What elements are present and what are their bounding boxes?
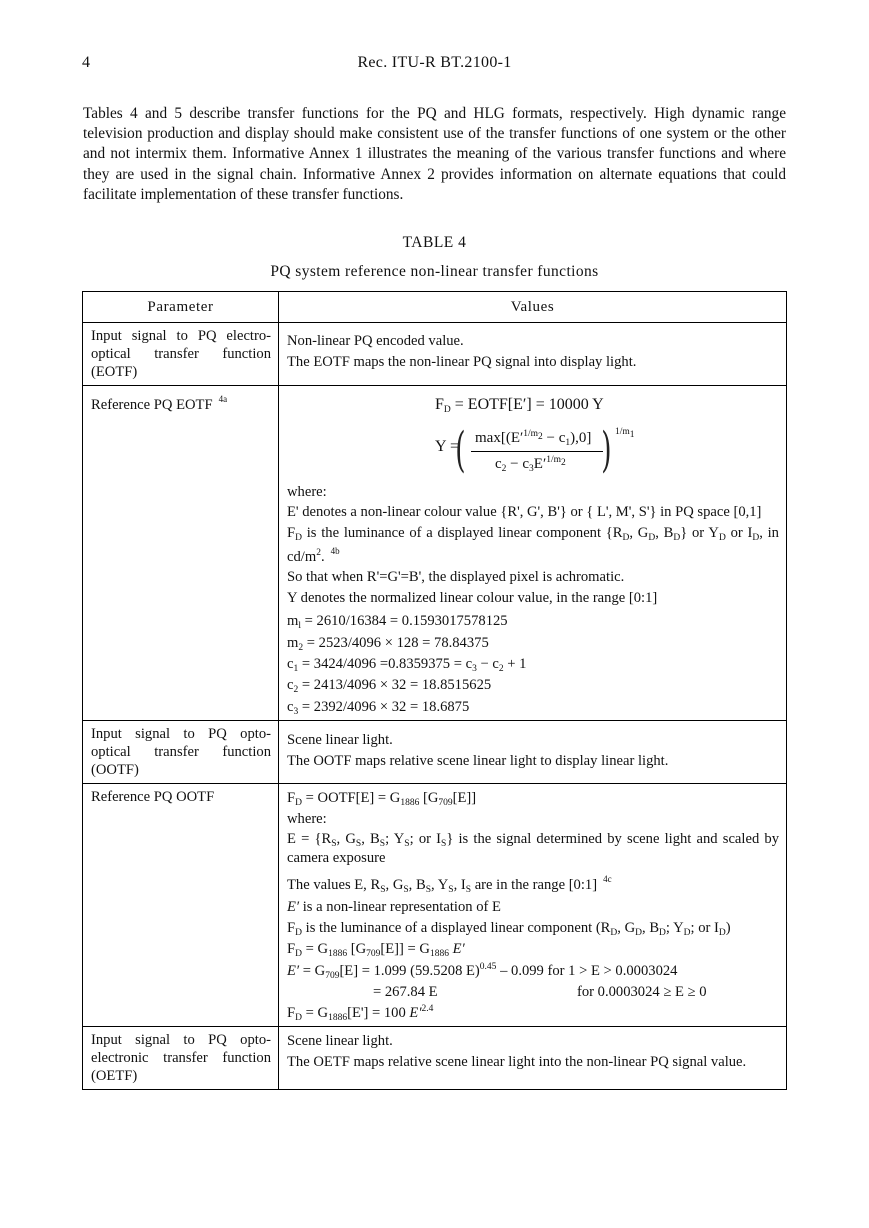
intro-paragraph: Tables 4 and 5 describe transfer functions for the PQ and HLG formats, respectively. High dynamic range television production and display should make consistent use of the transfer functions of one system or the other and not intermix them. Informative Annex 1 illustrates the meaning of the various transfer functions and where they are used in the signal chain. Informative Annex 2 provides information on alternate equations that could facilitate implementation of these transfer functions.: [83, 105, 786, 203]
page-number: 4: [82, 54, 90, 71]
footnote-ref: 4a: [218, 394, 228, 404]
column-header-values: Values: [279, 292, 787, 323]
value-line: The values E, $R_S$, $G_S$, $B_S$, $Y_S$, $I_S$ are in the range [0:1] $^{4c}$: [287, 874, 612, 896]
equation-denominator: $c_2 - c_3E'^{1/m_2}$: [495, 455, 566, 474]
constant-c2: $c_2 = 2413/4096 \times 32 = 18.8515625$: [287, 677, 492, 696]
value-line: $E' = G_{709}[E] = 1.099$ (59.5208 E)$^{0.45}$ – 0.099 for 1 > E > 0.0003024: [287, 961, 678, 981]
param-eotf-input: Input signal to PQ electro-optical transfer function (EOTF): [83, 323, 279, 386]
value-line: $F_D = G_{1886}[E'] = 100$ $E'^{2.4}$: [287, 1003, 434, 1023]
value-line: $F_D$ is the luminance of a displayed linear component ($R_D$, $G_D$, $B_D$; $Y_D$; or $I_D$): [287, 920, 731, 939]
table-row: [83, 1027, 787, 1090]
value-line: $E = \{R_S$, $G_S$, $B_S$; $Y_S$; or $I_S$} is the signal determined by scene light and scaled by camera exposure: [287, 831, 780, 866]
values-ootf-input: [279, 720, 787, 783]
table-row: [83, 783, 787, 1026]
param-label: Reference PQ EOTF: [91, 397, 213, 413]
values-eotf-input: [279, 323, 787, 386]
equation-numerator: $\max[(E'^{1/m_2} - c_1),0]$: [475, 429, 592, 448]
ootf-equation: $F_D$ = OOTF[E] = $G_{1886}$ $[G_{709}[E]]$: [287, 789, 477, 808]
table-row: [83, 720, 787, 783]
value-line: The OETF maps relative scene linear light into the non-linear PQ signal value.: [287, 1053, 747, 1070]
value-line: $F_D = G_{1886}$ $[G_{709}[E]] = G_{1886}$ E′: [287, 941, 465, 960]
param-ootf-input: Input signal to PQ opto-optical transfer function (OOTF): [83, 720, 279, 783]
eotf-equation: [287, 390, 779, 482]
value-line: where:: [287, 484, 327, 500]
values-oetf-input: [279, 1027, 787, 1090]
value-line: Non-linear PQ encoded value.: [287, 333, 464, 349]
param-ref-eotf: [83, 386, 279, 721]
table-header-row: [83, 292, 787, 323]
value-line: where:: [287, 811, 327, 828]
constant-m2: $m_2 = 2523/4096 \times 128 = 78.84375$: [287, 634, 489, 653]
table-row: [83, 323, 787, 386]
value-line: Scene linear light.: [287, 1033, 393, 1050]
value-line: Y denotes the normalized linear colour value, in the range [0:1]: [287, 590, 658, 607]
value-line: The OOTF maps relative scene linear light to display linear light.: [287, 753, 669, 770]
value-line: $F_D$ is the luminance of a displayed linear component {$R_D$, $G_D$, $B_D$} or $Y_D$ or $I_D$, in $cd/m^2$. $^{4b}$: [287, 524, 779, 566]
table-number: TABLE 4: [402, 234, 467, 251]
outer-exponent: $1/m_1$: [615, 427, 635, 440]
value-line: So that when R'=G'=B', the displayed pixel is achromatic.: [287, 568, 625, 585]
column-header-parameter: Parameter: [83, 292, 279, 323]
value-line: Scene linear light.: [287, 731, 393, 748]
value-line: E' denotes a non-linear colour value {R', G', B'} or { L', M', S'} in PQ space [0,1]: [287, 504, 762, 521]
running-header: Rec. ITU-R BT.2100-1: [357, 54, 512, 71]
transfer-functions-table: [82, 291, 787, 1090]
values-ref-eotf: [279, 386, 787, 721]
constant-m1: $m_l = 2610/16384 = 0.1593017578125$: [287, 613, 508, 632]
table-title: PQ system reference non-linear transfer functions: [270, 263, 599, 280]
value-line: E′ is a non-linear representation of E: [287, 898, 501, 915]
value-line: The EOTF maps the non-linear PQ signal into display light.: [287, 354, 637, 371]
value-line: = 267.84 E for 0.0003024 ≥ E ≥ 0: [373, 983, 707, 1000]
values-ref-ootf: [279, 783, 787, 1026]
table-row: [83, 386, 787, 721]
param-oetf-input: Input signal to PQ opto-electronic transfer function (OETF): [83, 1027, 279, 1090]
constant-c1: $c_1 = 3424/4096 =0.8359375 = c_3 - c_2 + 1$: [287, 655, 527, 674]
equation-fd: $F_D$ = EOTF[E′] = 10000 Y: [435, 396, 604, 415]
constant-c3: $c_3 = 2392/4096 \times 32 = 18.6875$: [287, 698, 470, 717]
equation-y: Y = ( $\max[(E'^{1/m_2} - c_1),0]$ $c_2 - c_3E'^{1/m_2}$ ) $1/m_1$: [435, 422, 635, 478]
param-ref-ootf: Reference PQ OOTF: [83, 783, 279, 1026]
